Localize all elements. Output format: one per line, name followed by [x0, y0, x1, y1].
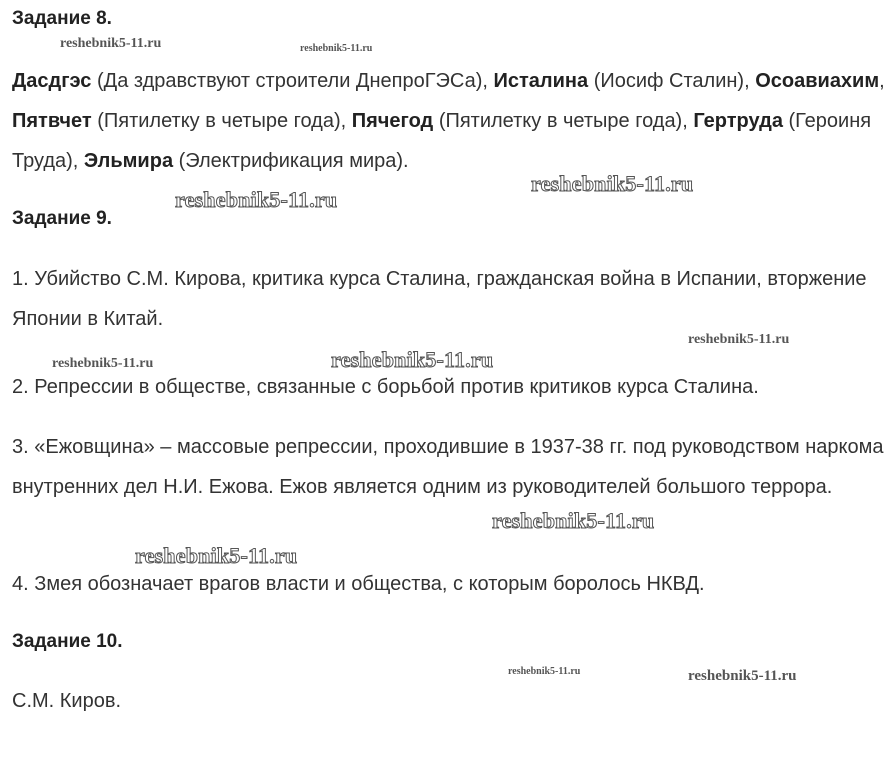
term-dasdges: Дасдгэс [12, 70, 92, 92]
term-pyatvchet: Пятвчет [12, 110, 92, 132]
watermark: reshebnik5-11.ru [688, 668, 797, 684]
meaning-istalina: (Иосиф Сталин) [593, 70, 745, 92]
task-9-answer-3: 3. «Ежовщина» – массовые репрессии, проходившие в 1937-38 гг. под руководством наркома внутренних дел Н.И. Ежова. Ежов является одним из руководителей большого террора. [12, 436, 884, 498]
watermark: reshebnik5-11.ru [60, 36, 162, 51]
task-8-heading: Задание 8. [12, 8, 112, 29]
meaning-pyatvchet: (Пятилетку в четыре года) [97, 110, 341, 132]
watermark: reshebnik5-11.ru [135, 543, 298, 568]
meaning-gertruda: (Героиня Труда) [12, 110, 872, 172]
term-osoaviakhim: Осоавиахим [755, 70, 880, 92]
task-10-heading: Задание 10. [12, 631, 123, 652]
term-gertruda: Гертруда [693, 110, 783, 132]
watermark: reshebnik5-11.ru [52, 356, 154, 371]
term-elmira: Эльмира [83, 150, 174, 172]
watermark: reshebnik5-11.ru [531, 171, 694, 196]
meaning-dasdges: (Да здравствуют строители ДнепроГЭСа) [97, 70, 483, 92]
watermark: reshebnik5-11.ru [300, 43, 373, 54]
watermark: reshebnik5-11.ru [492, 508, 655, 533]
task-9-answer-1: 1. Убийство С.М. Кирова, критика курса Сталина, гражданская война в Испании, вторжение Японии в Китай. [12, 268, 867, 330]
term-istalina: Исталина [493, 70, 589, 92]
task-9-answer-4: 4. Змея обозначает врагов власти и общества, с которым боролось НКВД. [12, 573, 705, 595]
task-9-heading: Задание 9. [12, 208, 112, 229]
meaning-elmira: (Электрификация мира) [178, 150, 404, 172]
task-9-answer-2: 2. Репрессии в обществе, связанные с борьбой против критиков курса Сталина. [12, 376, 759, 398]
watermark: reshebnik5-11.ru [175, 187, 338, 212]
meaning-pyachegod: (Пятилетку в четыре года) [438, 110, 683, 132]
watermark: reshebnik5-11.ru [331, 347, 494, 372]
watermark: reshebnik5-11.ru [688, 332, 790, 347]
term-pyachegod: Пячегод [351, 110, 434, 132]
task-10-answer: С.М. Киров. [12, 690, 122, 712]
task-8-answer: Дасдгэс (Да здравствуют строители ДнепроГЭСа), Исталина (Иосиф Сталин), Осоавиахим, Пятвчет (Пятилетку в четыре года), Пячегод (Пятилетку в четыре года), Гертруда (Героиня Труда), Эльмира (Электрификация мира). [12, 70, 885, 172]
watermark: reshebnik5-11.ru [508, 666, 581, 677]
